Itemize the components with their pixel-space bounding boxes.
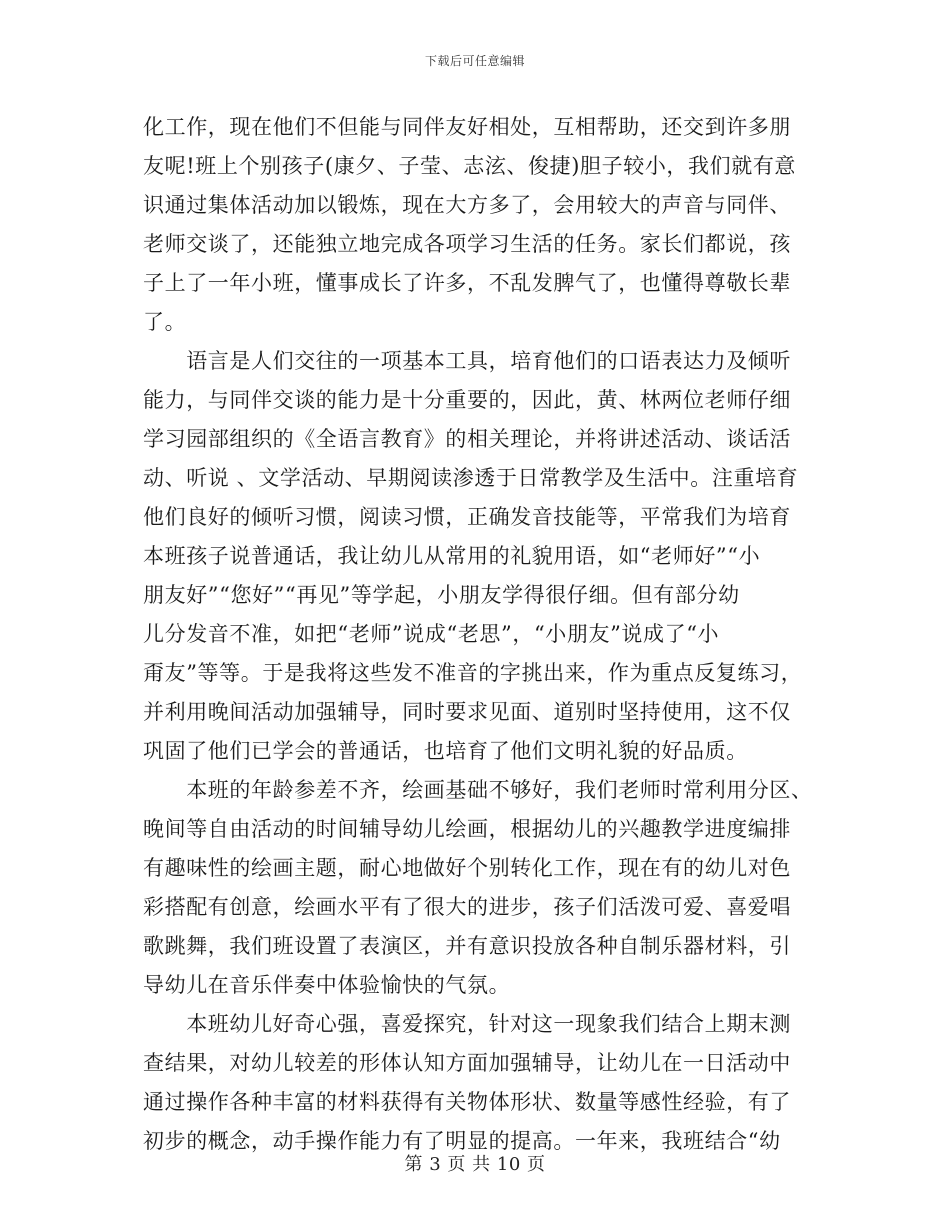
total-page-count: 10 bbox=[496, 1154, 521, 1175]
text-line: 识通过集体活动加以锻炼，现在大方多了，会用较大的声音与同伴、 bbox=[143, 193, 791, 217]
text-line: 并利用晚间活动加强辅导，同时要求见面、道别时坚持使用，这不仅 bbox=[143, 700, 791, 724]
text-line: 晚间等自由活动的时间辅导幼儿绘画，根据幼儿的兴趣教学进度编排 bbox=[143, 817, 791, 841]
text-line: 了。 bbox=[143, 310, 187, 334]
text-line: 有趣味性的绘画主题，耐心地做好个别转化工作，现在有的幼儿对色 bbox=[143, 856, 791, 880]
footer-suffix: 页 bbox=[527, 1154, 546, 1175]
text-line: 子上了一年小班，懂事成长了许多，不乱发脾气了，也懂得尊敬长辈 bbox=[143, 271, 791, 295]
text-line: 初步的概念，动手操作能力有了明显的提高。一年来，我班结合“幼 bbox=[143, 1129, 781, 1153]
text-line: 学习园部组织的《全语言教育》的相关理论，并将讲述活动、谈话活 bbox=[143, 427, 791, 451]
text-line: 化工作，现在他们不但能与同伴友好相处，互相帮助，还交到许多朋 bbox=[143, 115, 791, 139]
text-line: 儿分发音不准，如把“老师”说成“老思”，“小朋友”说成了“小 bbox=[143, 622, 720, 646]
footer-prefix: 第 bbox=[404, 1154, 423, 1175]
text-line: 本班幼儿好奇心强，喜爱探究，针对这一现象我们结合上期末测 bbox=[143, 1012, 791, 1036]
text-line: 巩固了他们已学会的普通话，也培育了他们文明礼貌的好品质。 bbox=[143, 739, 748, 763]
current-page-number: 3 bbox=[429, 1154, 442, 1175]
text-line: 朋友好”“您好”“再见”等学起，小朋友学得很仔细。但有部分幼 bbox=[143, 583, 740, 607]
text-line: 本班的年龄参差不齐，绘画基础不够好，我们老师时常利用分区、 bbox=[143, 778, 813, 802]
text-line: 能力，与同伴交谈的能力是十分重要的，因此，黄、林两位老师仔细 bbox=[143, 388, 791, 412]
page-header: 下载后可任意编辑 bbox=[424, 54, 525, 68]
text-line: 彩搭配有创意，绘画水平有了很大的进步，孩子们活泼可爱、喜爱唱 bbox=[143, 895, 791, 919]
document-body bbox=[143, 108, 813, 1161]
text-line: 语言是人们交往的一项基本工具，培育他们的口语表达力及倾听 bbox=[143, 349, 791, 373]
text-line: 动、听说 、文学活动、早期阅读渗透于日常教学及生活中。注重培育 bbox=[143, 466, 799, 490]
text-line: 通过操作各种丰富的材料获得有关物体形状、数量等感性经验，有了 bbox=[143, 1090, 791, 1114]
text-line: 查结果，对幼儿较差的形体认知方面加强辅导，让幼儿在一日活动中 bbox=[143, 1051, 791, 1075]
text-line: 他们良好的倾听习惯，阅读习惯，正确发音技能等，平常我们为培育 bbox=[143, 505, 791, 529]
page-footer bbox=[0, 1150, 950, 1176]
text-line: 甭友”等等。于是我将这些发不准音的字挑出来，作为重点反复练习， bbox=[143, 661, 803, 685]
text-line: 友呢!班上个别孩子(康夕、子莹、志泫、俊捷)胆子较小，我们就有意 bbox=[143, 154, 797, 178]
text-line: 歌跳舞，我们班设置了表演区，并有意识投放各种自制乐器材料，引 bbox=[143, 934, 791, 958]
footer-middle: 页 共 bbox=[447, 1154, 491, 1175]
text-line: 老师交谈了，还能独立地完成各项学习生活的任务。家长们都说，孩 bbox=[143, 232, 791, 256]
text-line: 导幼儿在音乐伴奏中体验愉快的气氛。 bbox=[143, 973, 511, 997]
text-line: 本班孩子说普通话，我让幼儿从常用的礼貌用语，如“老师好”“小 bbox=[143, 544, 761, 568]
